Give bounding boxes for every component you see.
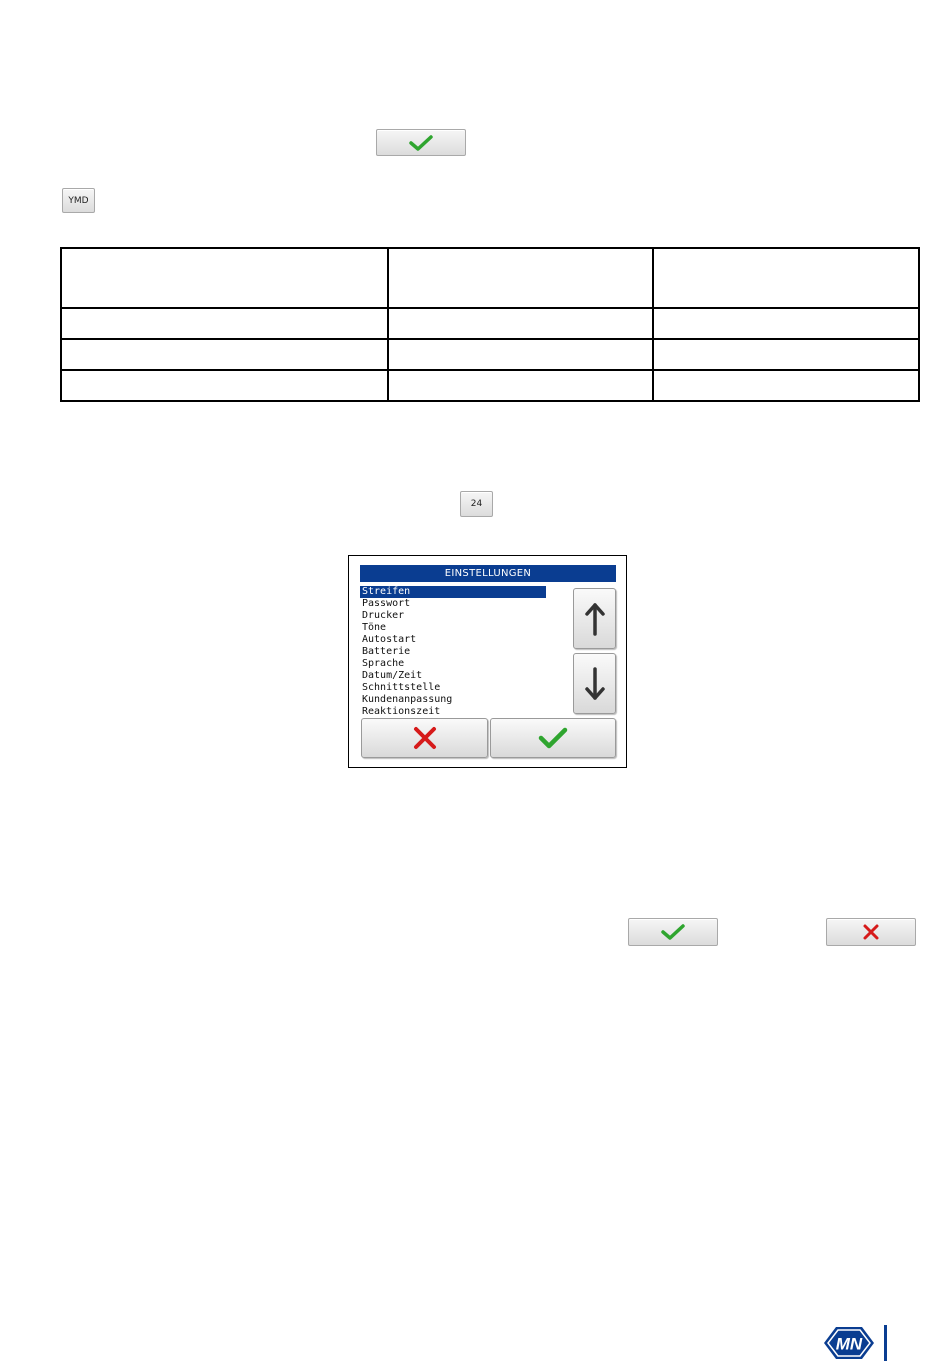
time-format-button[interactable]: [460, 491, 493, 517]
svg-text:MN: MN: [835, 1334, 863, 1354]
menu-item[interactable]: Autostart: [362, 634, 417, 645]
confirm-button-bottom[interactable]: [628, 918, 718, 946]
table-header-cell: [653, 248, 919, 308]
screen-title: EINSTELLUNGEN: [360, 565, 616, 582]
menu-item[interactable]: Kundenanpassung: [362, 694, 453, 705]
menu-item[interactable]: Drucker: [362, 610, 405, 621]
scroll-down-button[interactable]: [573, 653, 616, 714]
check-icon: [409, 134, 433, 152]
settings-menu: [360, 586, 546, 716]
screen-confirm-button[interactable]: [490, 718, 616, 758]
time-format-label: 24: [470, 499, 483, 509]
menu-item[interactable]: Schnittstelle: [362, 682, 441, 693]
menu-item[interactable]: Streifen: [360, 586, 546, 598]
arrow-down-icon: [584, 667, 606, 701]
table-cell: [61, 308, 388, 339]
table-row: [61, 308, 919, 339]
confirm-button[interactable]: [376, 129, 466, 156]
device-screen: [348, 555, 627, 768]
table-cell: [388, 339, 653, 370]
table-header-cell: [388, 248, 653, 308]
table-cell: [388, 308, 653, 339]
menu-item[interactable]: Datum/Zeit: [362, 670, 423, 681]
table-header-cell: [61, 248, 388, 308]
table-header-row: [61, 248, 919, 308]
logo-divider: [884, 1325, 887, 1361]
table-cell: [653, 339, 919, 370]
table-cell: [653, 370, 919, 401]
check-icon: [661, 923, 685, 941]
settings-menu-viewport: [360, 586, 560, 716]
mn-logo: [823, 1325, 875, 1361]
menu-item[interactable]: Sprache: [362, 658, 405, 669]
menu-item[interactable]: Passwort: [362, 598, 411, 609]
cancel-button-bottom[interactable]: [826, 918, 916, 946]
arrow-up-icon: [584, 602, 606, 636]
table-cell: [61, 370, 388, 401]
scroll-up-button[interactable]: [573, 588, 616, 649]
table-cell: [388, 370, 653, 401]
menu-item[interactable]: Reaktionszeit: [362, 706, 441, 716]
table-row: [61, 370, 919, 401]
close-icon: [413, 726, 437, 750]
menu-item[interactable]: Töne: [362, 622, 387, 633]
settings-table: [60, 247, 920, 402]
check-icon: [538, 726, 568, 750]
table-cell: [653, 308, 919, 339]
screen-cancel-button[interactable]: [361, 718, 488, 758]
table-cell: [61, 339, 388, 370]
date-format-label: YMD: [68, 195, 89, 206]
table-row: [61, 339, 919, 370]
close-icon: [862, 923, 880, 941]
menu-item[interactable]: Batterie: [362, 646, 411, 657]
date-format-button[interactable]: [62, 188, 95, 213]
